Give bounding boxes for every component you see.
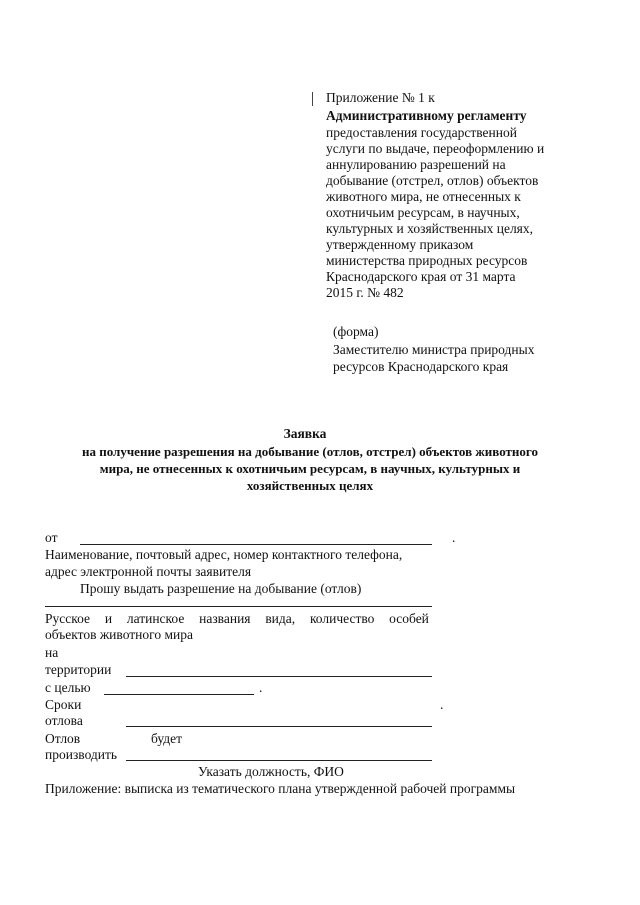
document-subject: мира, не отнесенных к охотничьим ресурсам, в научных, культурных и xyxy=(99,461,521,476)
appendix-regulation-title: Административному регламенту xyxy=(326,108,527,123)
will-label: будет xyxy=(151,731,183,746)
applicant-hint: адрес электронной почты заявителя xyxy=(45,564,252,579)
appendix-number: Приложение № 1 к xyxy=(326,90,435,105)
from-line-dot: . xyxy=(452,530,456,545)
species-label xyxy=(45,611,429,627)
addressee-line: Заместителю министра природных xyxy=(333,342,535,357)
appendix-body-line: услуги по выдаче, переоформлению и xyxy=(326,141,545,156)
territory-field-line[interactable] xyxy=(126,676,432,677)
species-word: вида, xyxy=(265,611,296,626)
species-word: особей xyxy=(389,611,429,626)
catch-label: Отлов xyxy=(45,731,81,746)
appendix-body-line: 2015 г. № 482 xyxy=(326,285,404,300)
appendix-body-line: животного мира, не отнесенных к xyxy=(326,189,521,204)
attachment-note: Приложение: выписка из тематического плана утвержденной рабочей программы xyxy=(45,781,516,796)
applicant-hint: Наименование, почтовый адрес, номер контактного телефона, xyxy=(45,547,403,562)
species-word: названия xyxy=(199,611,251,626)
appendix-body-line: аннулированию разрешений на xyxy=(326,157,506,172)
addressee-line: ресурсов Краснодарского края xyxy=(333,359,509,374)
position-hint: Указать должность, ФИО xyxy=(198,764,344,779)
terms-label: отлова xyxy=(45,713,83,728)
species-label: объектов животного мира xyxy=(45,627,193,642)
margin-mark xyxy=(312,92,313,106)
document-subject: на получение разрешения на добывание (отлов, отстрел) объектов животного xyxy=(82,444,538,459)
appendix-body-line: Краснодарского края от 31 марта xyxy=(326,269,516,284)
request-text: Прошу выдать разрешение на добывание (отлов) xyxy=(80,581,362,596)
territory-label: территории xyxy=(45,662,112,677)
purpose-label: с целью xyxy=(45,680,91,695)
terms-field-line[interactable] xyxy=(126,726,432,727)
purpose-field-line[interactable] xyxy=(104,694,254,695)
terms-line-dot: . xyxy=(440,697,444,712)
from-label: от xyxy=(45,530,58,545)
catch-label: производить xyxy=(45,747,118,762)
performer-field-line[interactable] xyxy=(126,760,432,761)
terms-label: Сроки xyxy=(45,697,82,712)
appendix-body-line: предоставления государственной xyxy=(326,125,517,140)
document-heading: Заявка xyxy=(283,426,327,441)
purpose-line-dot: . xyxy=(259,680,263,695)
appendix-body-line: утвержденному приказом xyxy=(326,237,474,252)
applicant-field-line[interactable] xyxy=(80,544,432,545)
species-word: Русское xyxy=(45,611,91,626)
appendix-body-line: культурных и хозяйственных целях, xyxy=(326,221,534,236)
appendix-body-line: добывание (отстрел, отлов) объектов xyxy=(326,173,539,188)
form-label: (форма) xyxy=(333,324,379,339)
appendix-body-line: охотничьим ресурсам, в научных, xyxy=(326,205,520,220)
request-field-line[interactable] xyxy=(45,606,432,607)
species-word: количество xyxy=(309,611,375,626)
appendix-body xyxy=(326,125,544,301)
on-label: на xyxy=(45,645,59,660)
appendix-body-line: министерства природных ресурсов xyxy=(326,253,528,268)
document-subject: хозяйственных целях xyxy=(246,478,374,493)
species-word: и xyxy=(104,611,113,626)
species-word: латинское xyxy=(126,611,185,626)
